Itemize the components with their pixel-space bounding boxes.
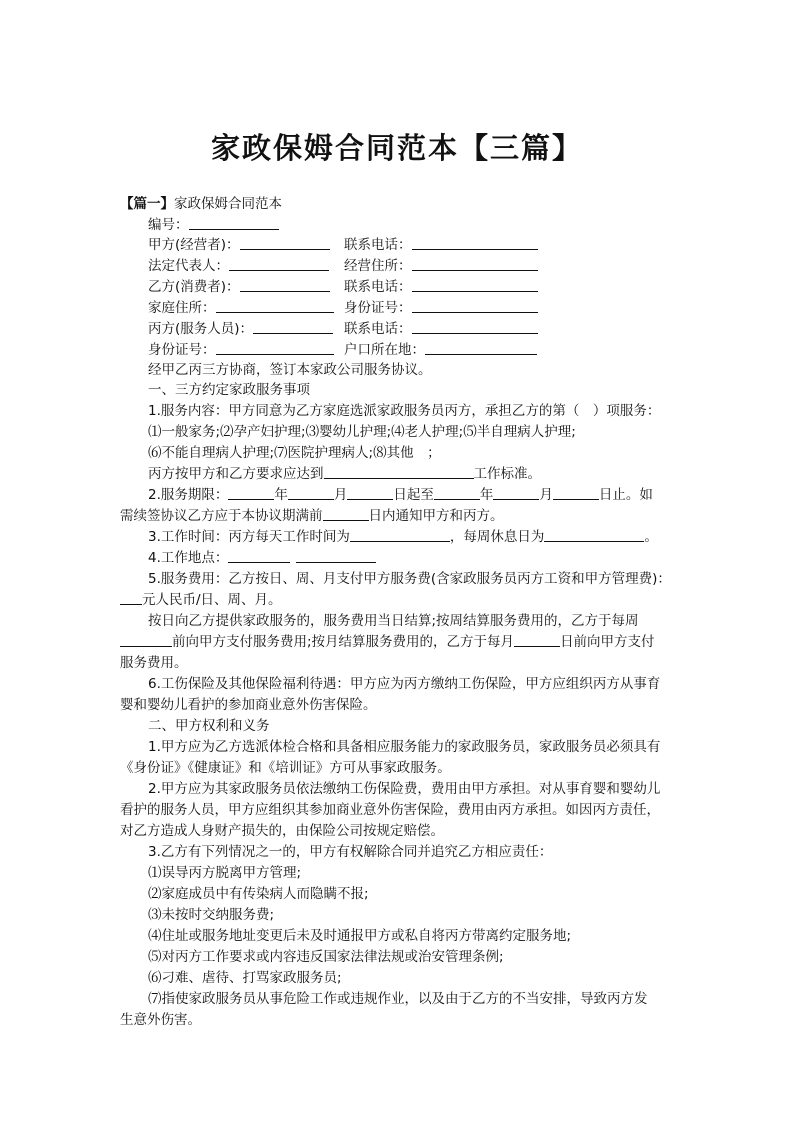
s1-3-a2: ，每周休息日为 [449,529,545,545]
party-b-label: 乙方(消费者)： [148,279,240,295]
s2-1-b: 《身份证》《健康证》和《培训证》方可从事家政服务。 [120,760,451,776]
legal-rep-label: 法定代表人： [148,258,229,274]
list-item: ⑸对丙方工作要求或内容违反国家法律法规或治安管理条例; [148,949,504,965]
id-number2-label: 身份证号： [148,342,216,358]
blank [228,485,274,500]
blank [514,632,560,647]
blank [229,256,329,271]
field-row-4 [148,298,568,318]
s1-3 [148,527,658,547]
s1-1-d [148,464,541,484]
blank [189,215,279,230]
blank [120,590,142,605]
s1-5-d1: 前向甲方支付服务费用;按月结算服务费用的，乙方于每月 [172,634,515,650]
blank [323,506,369,521]
field-row-3 [148,277,568,297]
s1-5-a: 5.服务费用：乙方按日、周、月支付甲方服务费(含家政服务员丙方工资和甲方管理费)： [148,571,671,587]
blank [216,340,334,355]
field-row-5 [148,319,568,339]
field-row-6 [148,340,568,360]
phone3-label: 联系电话： [344,321,412,337]
document-title: 家政保姆合同范本【三篇】 [210,131,583,165]
s1-2-a1: 2.服务期限： [148,487,229,503]
s1-6-a: 6.工伤保险及其他保险福利待遇：甲方应为丙方缴纳工伤保险，甲方应组织丙方从事育 [148,676,661,692]
s1-6-b: 婴和婴幼儿看护的参加商业意外伤害保险。 [120,697,377,713]
home-address-label: 家庭住所： [148,300,216,316]
blank [120,632,172,647]
list-item: ⑷住址或服务地址变更后未及时通报甲方或私自将丙方带离约定服务地; [148,928,572,944]
s1-2-b [120,506,504,526]
s1-2-b1: 需续签协议乙方应于本协议期满前 [120,508,323,524]
blank [412,235,538,250]
s2-1-a: 1.甲方应为乙方选派体检合格和具备相应服务能力的家政服务员，家政服务员必须具有 [148,739,661,755]
party-c-label: 丙方(服务人员)： [148,321,254,337]
blank [240,277,330,292]
party-a-label: 甲方(经营者)： [148,237,240,253]
list-item: ⑵家庭成员中有传染病人而隐瞒不报; [148,886,369,902]
phone1-label: 联系电话： [344,237,412,253]
part-heading-text: 家政保姆合同范本 [174,196,282,212]
blank [412,277,538,292]
phone2-label: 联系电话： [344,279,412,295]
blank [228,548,290,563]
day-from-label: 日起至 [393,487,434,503]
blank [434,485,480,500]
blank [288,485,334,500]
blank [493,485,539,500]
s1-5-e: 服务费用。 [120,655,188,671]
s1-4-label: 4.工作地点： [148,550,229,566]
s1-1-d1: 丙方按甲方和乙方要求应达到 [148,466,324,482]
s1-5-b-text: 元人民币/日、周、月。 [142,592,282,608]
month-label: 月 [333,487,348,503]
blank [347,485,393,500]
field-number [148,215,279,235]
year-label-2: 年 [479,487,494,503]
month-label-2: 月 [539,487,553,503]
s1-1-a: 1.服务内容：甲方同意为乙方家庭选派家政服务员丙方，承担乙方的第（ ）项服务： [148,403,661,419]
intro-text: 经甲乙丙三方协商，签订本家政公司服务协议。 [148,362,432,378]
field-row-1 [148,235,568,255]
business-address-label: 经营住所： [344,258,412,274]
part-bracket: 【篇一】 [120,196,174,212]
s2-3-a: 3.乙方有下列情况之一的，甲方有权解除合同并追究乙方相应责任： [148,844,553,860]
s1-2-b2: 日内通知甲方和丙方。 [368,508,504,524]
field-number-label: 编号： [148,217,189,233]
s1-5-d2: 日前向甲方支付 [560,634,655,650]
s1-1-c: ⑹不能自理病人护理;⑺医院护理病人;⑻其他 ； [148,445,441,461]
s1-2-a [148,485,653,505]
blank [296,548,376,563]
list-item: ⑹刁难、虐待、打骂家政服务员; [148,970,342,986]
field-row-2 [148,256,568,276]
blank [350,527,450,542]
s1-5-c: 按日向乙方提供家政服务的，服务费用当日结算;按周结算服务费用的，乙方于每周 [148,613,639,629]
s1-3-a3: 。 [644,529,658,545]
s1-4 [148,548,376,568]
s1-1-b: ⑴一般家务;⑵孕产妇护理;⑶婴幼儿护理;⑷老人护理;⑸半自理病人护理; [148,424,576,440]
blank [544,527,644,542]
blank [412,298,538,313]
list-item: ⑴误导丙方脱离甲方管理; [148,865,302,881]
section-2-heading: 二、甲方权利和义务 [148,718,270,734]
section-1-heading: 一、三方约定家政服务事项 [148,382,310,398]
day-end-label: 日止。如 [598,487,653,503]
s1-1-d2: 工作标准。 [473,466,541,482]
blank [324,464,474,479]
part-heading [120,194,282,214]
blank [553,485,599,500]
blank [425,340,537,355]
id-number1-label: 身份证号： [344,300,412,316]
list-item: ⑺指使家政服务员从事危险工作或违规作业，以及由于乙方的不当安排，导致丙方发 [148,991,648,1007]
blank [240,235,330,250]
s2-2-c: 对乙方造成人身财产损失的，由保险公司按规定赔偿。 [120,823,444,839]
list-item: ⑶未按时交纳服务费; [148,907,275,923]
s1-5-d [120,632,655,652]
blank [412,256,538,271]
s2-2-b: 看护的服务人员，甲方应组织其参加商业意外伤害保险，费用由丙方承担。如因丙方责任， [120,802,660,818]
blank [412,319,538,334]
s1-3-a1: 3.工作时间：丙方每天工作时间为 [148,529,350,545]
blank [253,319,333,334]
s2-2-a: 2.甲方应为其家政服务员依法缴纳工伤保险费，费用由甲方承担。对从事育婴和婴幼儿 [148,781,661,797]
year-label: 年 [274,487,288,503]
s1-5-b [120,590,282,610]
blank [216,298,334,313]
hukou-label: 户口所在地： [344,342,425,358]
s2-3-last: 生意外伤害。 [120,1012,201,1028]
